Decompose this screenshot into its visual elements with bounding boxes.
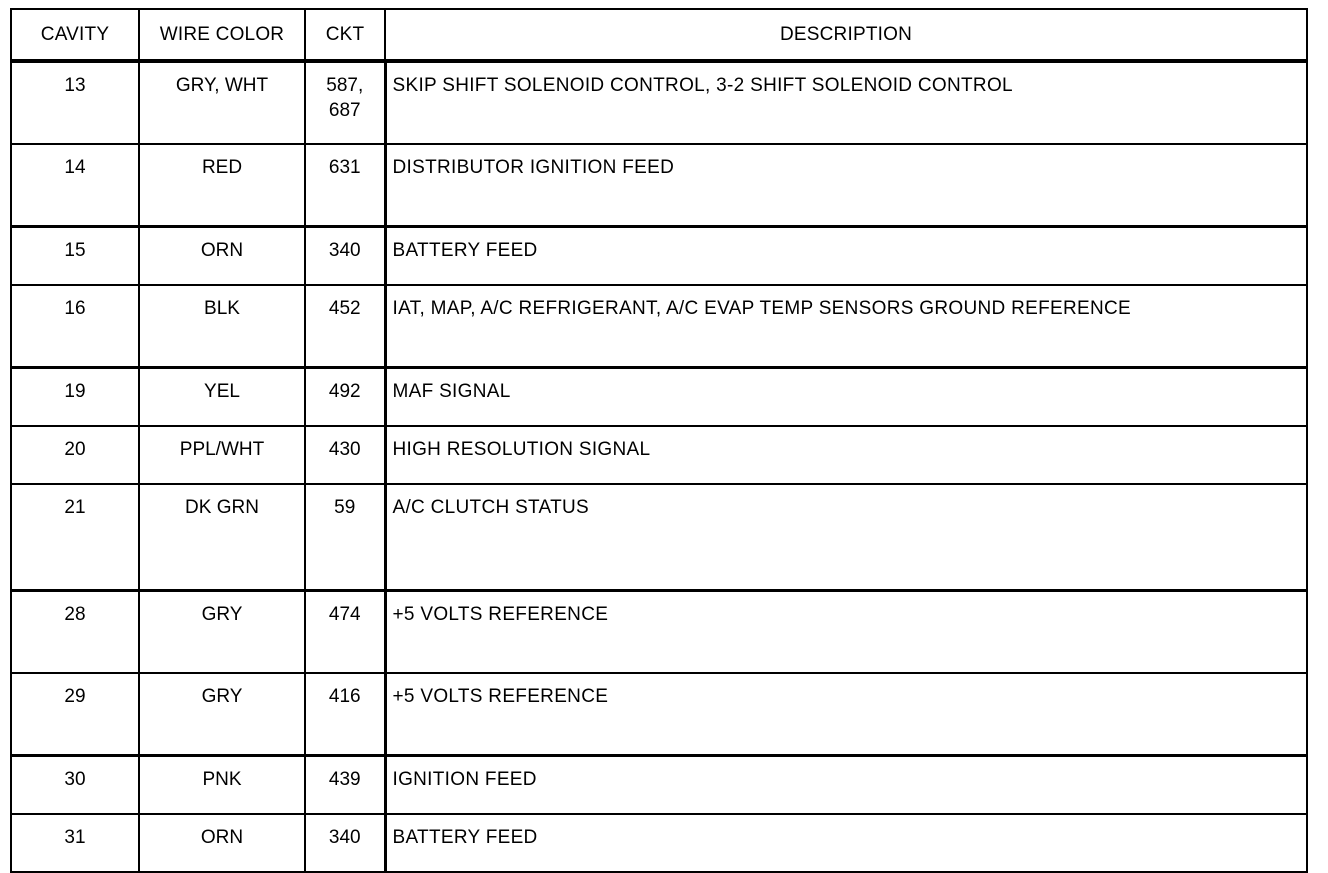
cavity-cell: 30 (11, 756, 139, 815)
table-row (11, 144, 1307, 227)
header-wire-color: WIRE COLOR (139, 9, 305, 61)
wire-color-cell: ORN (139, 814, 305, 872)
ckt-value: 687 (328, 100, 361, 121)
wire-color-cell: RED (139, 144, 305, 227)
cavity-cell: 15 (11, 227, 139, 286)
ckt-value: 474 (328, 604, 361, 625)
description-cell: DISTRIBUTOR IGNITION FEED (385, 144, 1307, 227)
table-row (11, 484, 1307, 591)
table-row (11, 814, 1307, 872)
table-row (11, 591, 1307, 674)
ckt-cell (305, 61, 385, 144)
description-cell: SKIP SHIFT SOLENOID CONTROL, 3-2 SHIFT SOLENOID CONTROL (385, 61, 1307, 144)
table-row (11, 227, 1307, 286)
table-row (11, 673, 1307, 756)
ckt-value: 59 (334, 497, 356, 518)
table-row (11, 756, 1307, 815)
ckt-value: 340 (328, 240, 361, 261)
ckt-cell (305, 227, 385, 286)
ckt-value: 340 (328, 827, 361, 848)
ckt-cell (305, 591, 385, 674)
ckt-cell (305, 756, 385, 815)
description-cell: MAF SIGNAL (385, 368, 1307, 427)
wire-color-cell: ORN (139, 227, 305, 286)
description-cell: HIGH RESOLUTION SIGNAL (385, 426, 1307, 484)
ckt-cell (305, 426, 385, 484)
description-cell: +5 VOLTS REFERENCE (385, 673, 1307, 756)
ckt-cell (305, 368, 385, 427)
cavity-cell: 31 (11, 814, 139, 872)
description-cell: +5 VOLTS REFERENCE (385, 591, 1307, 674)
header-row (11, 9, 1307, 61)
ckt-cell (305, 673, 385, 756)
table-row (11, 368, 1307, 427)
ckt-cell (305, 484, 385, 591)
cavity-cell: 14 (11, 144, 139, 227)
cavity-cell: 28 (11, 591, 139, 674)
wire-color-cell: GRY (139, 673, 305, 756)
cavity-cell: 29 (11, 673, 139, 756)
ckt-value: 631 (328, 157, 361, 178)
description-cell: A/C CLUTCH STATUS (385, 484, 1307, 591)
description-cell: IAT, MAP, A/C REFRIGERANT, A/C EVAP TEMP SENSORS GROUND REFERENCE (385, 285, 1307, 368)
wire-color-cell: PNK (139, 756, 305, 815)
table-row (11, 61, 1307, 144)
wire-color-cell: GRY, WHT (139, 61, 305, 144)
ckt-cell (305, 144, 385, 227)
wire-color-cell: DK GRN (139, 484, 305, 591)
ckt-value: 452 (328, 298, 361, 319)
header-ckt: CKT (305, 9, 385, 61)
wire-color-cell: YEL (139, 368, 305, 427)
wire-color-cell: PPL/WHT (139, 426, 305, 484)
cavity-cell: 21 (11, 484, 139, 591)
wire-color-cell: BLK (139, 285, 305, 368)
cavity-cell: 20 (11, 426, 139, 484)
table-row (11, 285, 1307, 368)
description-cell: BATTERY FEED (385, 227, 1307, 286)
table-row (11, 426, 1307, 484)
wire-color-cell: GRY (139, 591, 305, 674)
ckt-value: 587, (326, 75, 364, 96)
ckt-cell (305, 814, 385, 872)
description-cell: BATTERY FEED (385, 814, 1307, 872)
description-cell: IGNITION FEED (385, 756, 1307, 815)
connector-table-container (10, 8, 1306, 873)
ckt-value: 430 (328, 439, 361, 460)
header-description: DESCRIPTION (385, 9, 1307, 61)
ckt-value: 416 (328, 686, 361, 707)
header-cavity: CAVITY (11, 9, 139, 61)
ckt-value: 439 (328, 769, 361, 790)
cavity-cell: 13 (11, 61, 139, 144)
cavity-cell: 16 (11, 285, 139, 368)
connector-cavity-table (10, 8, 1308, 873)
cavity-cell: 19 (11, 368, 139, 427)
ckt-cell (305, 285, 385, 368)
ckt-value: 492 (328, 381, 361, 402)
